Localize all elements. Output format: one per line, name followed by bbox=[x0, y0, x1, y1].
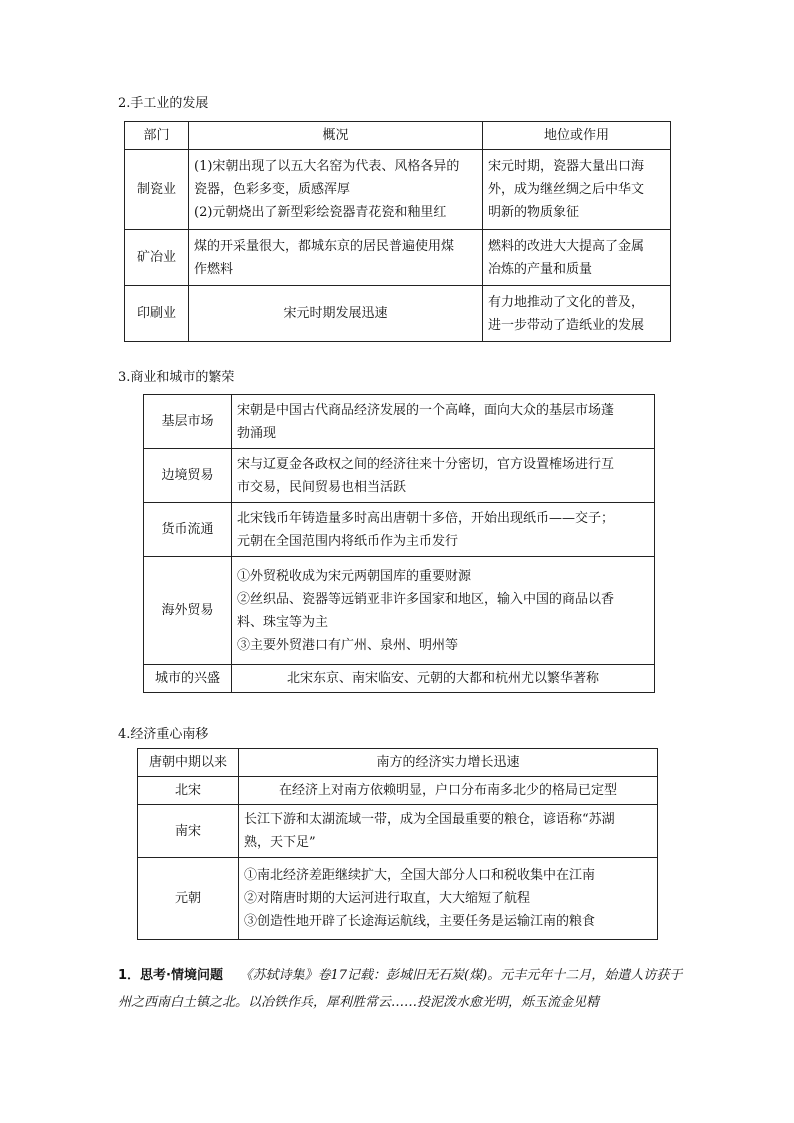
text-line: 市交易，民间贸易也相当活跃 bbox=[237, 479, 407, 495]
overview-cell: 宋元时期发展迅速 bbox=[189, 286, 483, 342]
row-label: 海外贸易 bbox=[144, 557, 232, 665]
row-label: 基层市场 bbox=[144, 395, 232, 449]
table-row bbox=[144, 449, 655, 503]
text-line: 北宋钱币年铸造量多时高出唐朝十多倍，开始出现纸币——交子； bbox=[237, 510, 615, 526]
row-label: 北宋 bbox=[138, 777, 239, 805]
overview-cell bbox=[189, 230, 483, 286]
overview-cell bbox=[189, 150, 483, 230]
table-row bbox=[125, 150, 671, 230]
question-body: 《苏轼诗集》卷17记载：彭城旧无石炭(煤)。元丰元年十二月，始遣人访获于州之西南白土镇之北。以冶铁作兵，犀利胜常云……投泥泼水愈光明，烁玉流金见精 bbox=[118, 968, 683, 1010]
text-line: 外，成为继丝绸之后中华文 bbox=[488, 182, 645, 197]
table-row bbox=[138, 805, 658, 858]
row-content: 北宋东京、南宋临安、元朝的大都和杭州尤以繁华著称 bbox=[232, 665, 655, 693]
table-row bbox=[144, 665, 655, 693]
table-row bbox=[138, 777, 658, 805]
text-line: ③创造性地开辟了长途海运航线，主要任务是运输江南的粮食 bbox=[244, 914, 596, 929]
table-row bbox=[144, 557, 655, 665]
table-row bbox=[144, 395, 655, 449]
commerce-table bbox=[143, 394, 655, 693]
text-line: 勃涌现 bbox=[237, 425, 277, 441]
text-line: 燃料的改进大大提高了金属 bbox=[488, 238, 645, 254]
text-line: 宋与辽夏金各政权之间的经济往来十分密切，官方设置榷场进行互 bbox=[237, 456, 615, 472]
text-line: 料、珠宝等为主 bbox=[237, 614, 329, 630]
row-label: 元朝 bbox=[138, 858, 239, 940]
row-label: 货币流通 bbox=[144, 503, 232, 557]
text-line: ②对隋唐时期的大运河进行取直，大大缩短了航程 bbox=[244, 891, 531, 906]
header-content: 南方的经济实力增长迅速 bbox=[239, 749, 658, 777]
text-line: ②丝织品、瓷器等远销亚非许多国家和地区，输入中国的商品以香 bbox=[237, 591, 615, 607]
text-line: ③主要外贸港口有广州、泉州、明州等 bbox=[237, 637, 459, 653]
section-4-title: 4.经济重心南移 bbox=[118, 727, 209, 742]
section-2-title: 2.手工业的发展 bbox=[118, 96, 209, 111]
row-content bbox=[239, 858, 658, 940]
table-row bbox=[125, 286, 671, 342]
text-line: 明新的物质象征 bbox=[488, 205, 580, 220]
text-line: (2)元朝烧出了新型彩绘瓷器青花瓷和釉里红 bbox=[194, 205, 447, 220]
text-line: ①外贸税收成为宋元两朝国库的重要财源 bbox=[237, 568, 472, 584]
text-line: 作燃料 bbox=[194, 261, 234, 277]
row-content: 在经济上对南方依赖明显，户口分布南多北少的格局已定型 bbox=[239, 777, 658, 805]
text-line: 煤的开采量很大，都城东京的居民普遍使用煤 bbox=[194, 238, 455, 254]
text-line: 长江下游和太湖流域一带，成为全国最重要的粮仓，谚语称“苏湖 bbox=[244, 812, 615, 827]
row-label: 城市的兴盛 bbox=[144, 665, 232, 693]
header-label: 唐朝中期以来 bbox=[138, 749, 239, 777]
table-row bbox=[144, 503, 655, 557]
text-line: (1)宋朝出现了以五大名窑为代表、风格各异的 bbox=[194, 159, 460, 174]
row-content bbox=[232, 557, 655, 665]
column-header-dept: 部门 bbox=[125, 122, 189, 150]
role-cell bbox=[483, 286, 671, 342]
text-line: 进一步带动了造纸业的发展 bbox=[488, 317, 645, 333]
handicraft-table bbox=[124, 121, 671, 342]
row-content bbox=[239, 805, 658, 858]
table-row bbox=[125, 230, 671, 286]
text-line: 瓷器，色彩多变，质感浑厚 bbox=[194, 182, 351, 197]
question-heading: 1．思考·情境问题 bbox=[118, 968, 223, 983]
text-line: 熟，天下足” bbox=[244, 835, 316, 850]
economic-center-table bbox=[137, 748, 658, 940]
table-header-row bbox=[125, 122, 671, 150]
text-line: 元朝在全国范围内将纸币作为主币发行 bbox=[237, 533, 459, 549]
text-line: ①南北经济差距继续扩大，全国大部分人口和税收集中在江南 bbox=[244, 868, 596, 883]
text-line: 有力地推动了文化的普及， bbox=[488, 294, 645, 310]
row-content bbox=[232, 503, 655, 557]
row-label: 边境贸易 bbox=[144, 449, 232, 503]
text-line: 宋元时期，瓷器大量出口海 bbox=[488, 159, 645, 174]
row-content bbox=[232, 449, 655, 503]
column-header-overview: 概况 bbox=[189, 122, 483, 150]
dept-cell: 制瓷业 bbox=[125, 150, 189, 230]
row-content bbox=[232, 395, 655, 449]
dept-cell: 印刷业 bbox=[125, 286, 189, 342]
role-cell bbox=[483, 150, 671, 230]
role-cell bbox=[483, 230, 671, 286]
text-line: 宋朝是中国古代商品经济发展的一个高峰，面向大众的基层市场蓬 bbox=[237, 402, 615, 418]
column-header-role: 地位或作用 bbox=[483, 122, 671, 150]
table-row bbox=[138, 858, 658, 940]
dept-cell: 矿冶业 bbox=[125, 230, 189, 286]
section-3-title: 3.商业和城市的繁荣 bbox=[118, 370, 235, 385]
table-header-row bbox=[138, 749, 658, 777]
text-line: 冶炼的产量和质量 bbox=[488, 261, 593, 277]
question-paragraph bbox=[118, 962, 684, 1016]
row-label: 南宋 bbox=[138, 805, 239, 858]
